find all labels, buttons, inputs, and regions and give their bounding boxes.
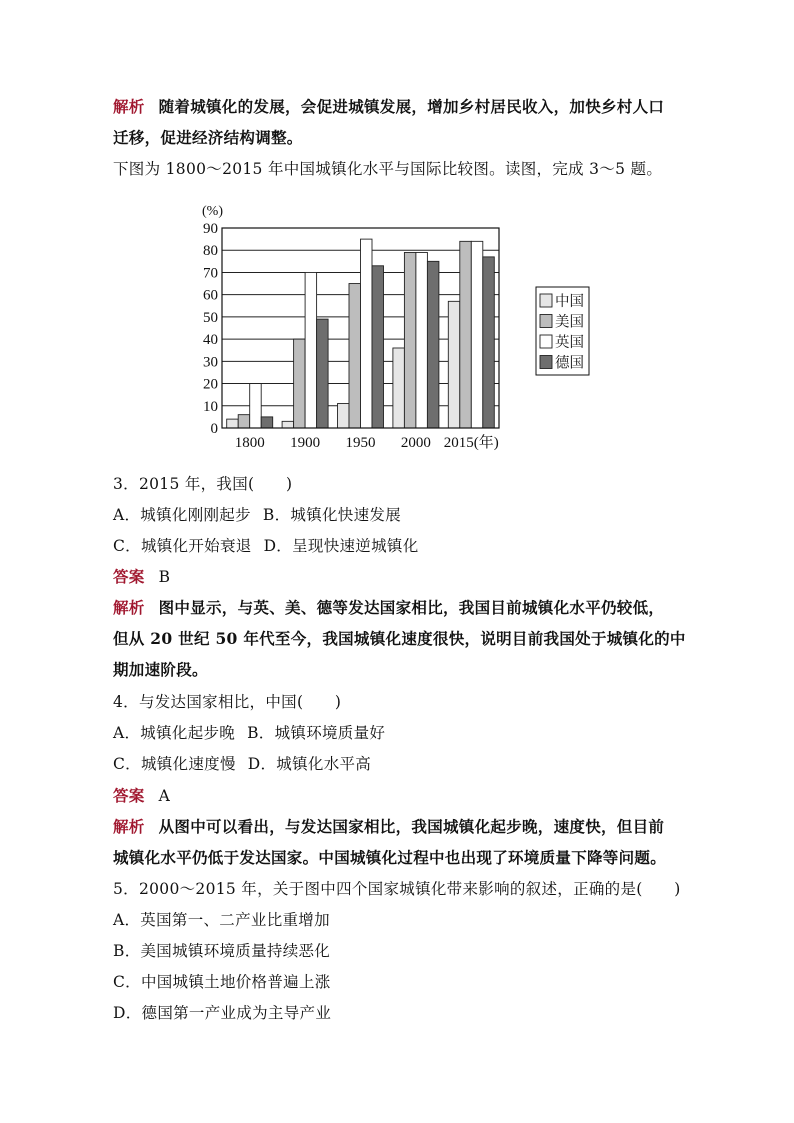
q3-explanation-line2: 但从 20 世纪 50 年代至今，我国城镇化速度很快，说明目前我国处于城镇化的中 — [113, 629, 686, 648]
bar-中国-2015 — [448, 301, 460, 428]
chart-intro: 下图为 1800～2015 年中国城镇化水平与国际比较图。读图，完成 3～5 题。 — [113, 160, 663, 178]
q3-answer-value: B — [158, 568, 171, 586]
x-tick-label: 1800 — [234, 435, 265, 451]
q4-option-d[interactable]: D．城镇化水平高 — [247, 755, 372, 773]
q4-option-a[interactable]: A．城镇化起步晚 — [113, 724, 236, 742]
legend-label: 中国 — [555, 294, 584, 310]
legend-swatch — [540, 356, 552, 369]
bar-美国-2000 — [404, 252, 416, 428]
y-tick-label: 70 — [203, 265, 218, 282]
explanation-tag: 解析 — [113, 599, 145, 617]
y-tick-label: 0 — [210, 421, 218, 437]
q5-option-a[interactable]: A．英国第一、二产业比重增加 — [113, 911, 330, 929]
bar-美国-1900 — [294, 339, 306, 428]
explanation-tag: 解析 — [113, 818, 145, 836]
bar-英国-1900 — [305, 272, 317, 428]
chart-bars — [227, 239, 495, 428]
q5-option-b[interactable]: B．美国城镇环境质量持续恶化 — [113, 942, 331, 960]
legend-label: 美国 — [555, 314, 584, 331]
explanation-text: 随着城镇化的发展，会促进城镇发展，增加乡村居民收入，加快乡村人口 — [158, 97, 665, 116]
answer-tag: 答案 — [113, 568, 145, 586]
bar-中国-1900 — [282, 421, 294, 428]
bar-英国-2015 — [471, 241, 483, 428]
y-axis-unit: (%) — [202, 204, 223, 219]
explanation-tag: 解析 — [113, 98, 145, 116]
y-tick-label: 60 — [203, 287, 218, 304]
legend-label: 英国 — [555, 335, 584, 351]
y-tick-label: 50 — [203, 309, 218, 326]
q3-explanation-line3: 期加速阶段。 — [113, 660, 208, 679]
q4-options-cd — [113, 754, 371, 774]
x-tick-label: 1900 — [290, 435, 321, 451]
bar-英国-1950 — [361, 239, 373, 428]
legend-swatch — [540, 315, 552, 328]
q4-option-b[interactable]: B．城镇环境质量好 — [247, 724, 386, 742]
q2-explanation-line2: 迁移，促进经济结构调整。 — [113, 128, 303, 147]
q4-explanation-line1 — [113, 817, 664, 837]
legend-label: 德国 — [555, 355, 584, 372]
y-tick-label: 80 — [203, 243, 218, 260]
bar-美国-1950 — [349, 284, 361, 428]
legend-swatch — [540, 335, 552, 348]
q4-answer — [113, 786, 170, 806]
urbanization-bar-chart — [198, 198, 598, 454]
q3-explanation-line1 — [113, 598, 664, 618]
q3-options-cd — [113, 536, 419, 556]
q3-option-a[interactable]: A．城镇化刚刚起步 — [113, 506, 251, 524]
q4-answer-value: A — [158, 787, 171, 805]
bar-美国-1800 — [238, 415, 250, 428]
bar-英国-2000 — [416, 252, 428, 428]
y-tick-label: 40 — [203, 332, 218, 349]
explanation-text: 图中显示，与英、美、德等发达国家相比，我国目前城镇化水平仍较低， — [158, 598, 665, 617]
q4-options-ab — [113, 723, 385, 743]
bar-德国-2015 — [483, 257, 495, 428]
q5-stem: 5．2000～2015 年，关于图中四个国家城镇化带来影响的叙述，正确的是( ) — [113, 880, 681, 898]
q3-option-c[interactable]: C．城镇化开始衰退 — [113, 537, 252, 555]
q4-stem: 4．与发达国家相比，中国( ) — [113, 693, 342, 711]
bar-德国-1800 — [261, 417, 273, 428]
y-tick-label: 20 — [203, 376, 218, 393]
y-tick-label: 30 — [203, 354, 218, 371]
bar-中国-1800 — [227, 419, 239, 428]
q3-option-d[interactable]: D．呈现快速逆城镇化 — [263, 537, 419, 555]
legend-swatch — [540, 294, 552, 307]
q4-option-c[interactable]: C．城镇化速度慢 — [113, 755, 236, 773]
x-tick-label: 1950 — [345, 435, 376, 451]
y-tick-label: 90 — [203, 221, 218, 237]
bar-德国-1950 — [372, 266, 384, 428]
bar-德国-2000 — [427, 261, 439, 428]
q3-options-ab — [113, 505, 401, 525]
explanation-text: 从图中可以看出，与发达国家相比，我国城镇化起步晚，速度快，但目前 — [158, 817, 665, 836]
q3-answer — [113, 567, 170, 587]
q5-option-c[interactable]: C．中国城镇土地价格普遍上涨 — [113, 973, 331, 991]
bar-美国-2015 — [460, 241, 472, 428]
x-tick-label: 2000 — [400, 435, 431, 451]
q5-option-d[interactable]: D．德国第一产业成为主导产业 — [113, 1004, 332, 1022]
bar-德国-1900 — [317, 319, 329, 428]
answer-tag: 答案 — [113, 787, 145, 805]
q4-explanation-line2: 城镇化水平仍低于发达国家。中国城镇化过程中也出现了环境质量下降等问题。 — [113, 848, 667, 867]
bar-英国-1800 — [250, 384, 262, 428]
x-tick-label: 2015(年) — [443, 435, 499, 451]
chart-legend — [536, 287, 589, 375]
q3-stem: 3．2015 年，我国( ) — [113, 475, 293, 493]
q2-explanation-line1 — [113, 97, 664, 117]
q3-option-b[interactable]: B．城镇化快速发展 — [262, 506, 401, 524]
bar-中国-2000 — [393, 348, 405, 428]
y-tick-label: 10 — [203, 398, 218, 415]
bar-中国-1950 — [338, 404, 350, 428]
